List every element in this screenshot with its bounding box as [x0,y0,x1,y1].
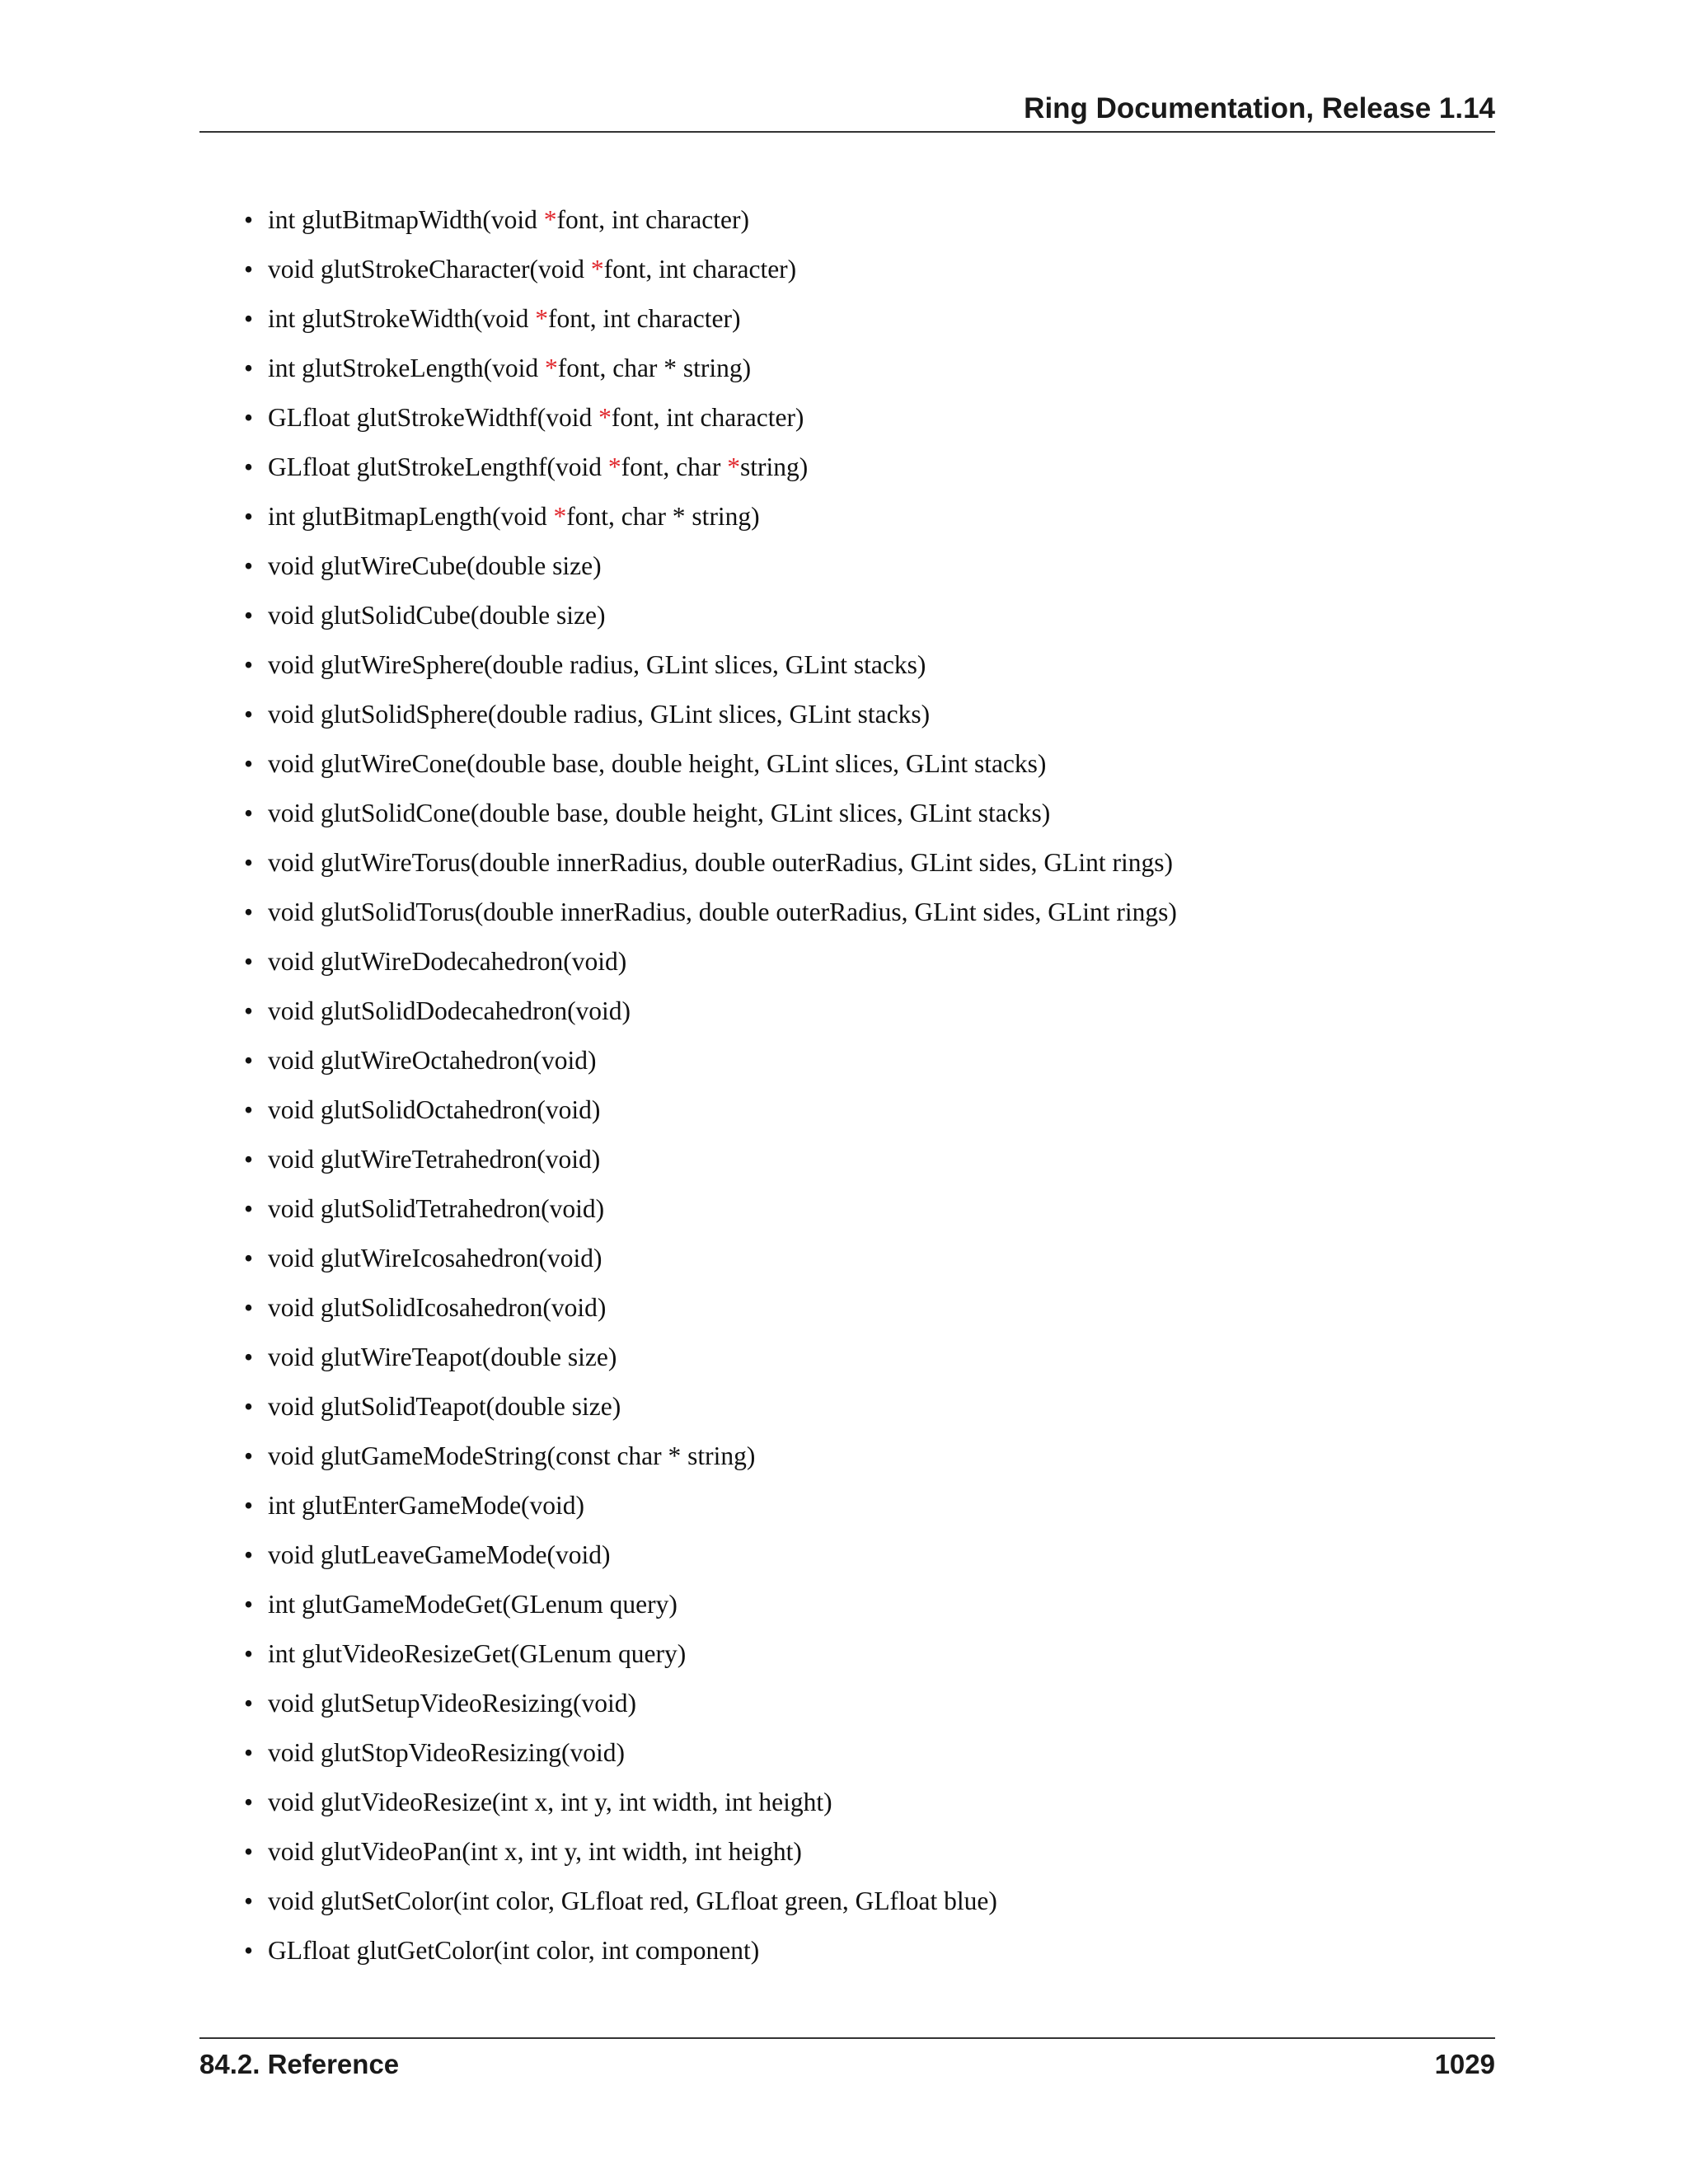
list-item [244,443,1177,492]
list-item [244,888,1177,937]
list-item [244,789,1177,838]
signature-text: font, char [621,452,728,481]
bullet-icon: • [244,551,254,580]
footer-rule [199,2037,1495,2039]
signature-text: void glutWireCone(double base, double height, GLint slices, GLint stacks) [268,749,1047,778]
list-item [244,393,1177,443]
list-item [244,1877,1177,1926]
bullet-icon: • [244,601,254,630]
list-item [244,640,1177,690]
signature-text: void glutWireDodecahedron(void) [268,947,627,976]
signature-text: void glutSolidCone(double base, double height, GLint slices, GLint stacks) [268,799,1051,827]
signature-text: void glutSolidDodecahedron(void) [268,996,631,1025]
signature-text: void glutWireOctahedron(void) [268,1046,597,1075]
list-item [244,195,1177,245]
pointer-asterisk: * [607,452,621,481]
pointer-asterisk: * [543,205,557,234]
list-item [244,838,1177,888]
list-item [244,1135,1177,1184]
signature-text: font, char * string) [557,354,752,382]
list-item [244,492,1177,541]
signature-text: font, int character) [603,255,797,284]
signature-text: void glutWireSphere(double radius, GLint slices, GLint stacks) [268,650,926,679]
pointer-asterisk: * [598,403,612,432]
bullet-icon: • [244,1590,254,1619]
page-number: 1029 [1434,2049,1495,2079]
signature-text: int glutBitmapWidth(void [268,205,544,234]
signature-text: int glutStrokeWidth(void [268,304,536,333]
signature-text: void glutSolidIcosahedron(void) [268,1293,607,1322]
signature-text: void glutLeaveGameMode(void) [268,1540,611,1569]
bullet-icon: • [244,1936,254,1965]
list-item [244,1333,1177,1382]
list-item [244,1432,1177,1481]
list-item [244,739,1177,789]
signature-text: void glutWireCube(double size) [268,551,602,580]
list-item [244,1530,1177,1580]
bullet-icon: • [244,996,254,1025]
signature-text: int glutVideoResizeGet(GLenum query) [268,1639,687,1668]
bullet-icon: • [244,354,254,382]
bullet-icon: • [244,848,254,877]
signature-text: void glutWireIcosahedron(void) [268,1244,603,1272]
signature-text: void glutSolidCube(double size) [268,601,606,630]
signature-text: void glutSetupVideoResizing(void) [268,1689,636,1718]
bullet-icon: • [244,1293,254,1322]
signature-text: void glutSolidSphere(double radius, GLint slices, GLint stacks) [268,700,931,729]
bullet-icon: • [244,1194,254,1223]
list-item [244,1283,1177,1333]
list-item [244,1036,1177,1085]
bullet-icon: • [244,1886,254,1915]
list-item [244,344,1177,393]
bullet-icon: • [244,1095,254,1124]
signature-text: int glutEnterGameMode(void) [268,1491,585,1520]
bullet-icon: • [244,1441,254,1470]
signature-text: void glutSetColor(int color, GLfloat red, GLfloat green, GLfloat blue) [268,1886,997,1915]
bullet-icon: • [244,799,254,827]
pointer-asterisk: * [590,255,604,284]
bullet-icon: • [244,1689,254,1718]
pointer-asterisk: * [553,502,567,531]
bullet-icon: • [244,1392,254,1421]
signature-text: int glutGameModeGet(GLenum query) [268,1590,678,1619]
bullet-icon: • [244,1639,254,1668]
list-item [244,1184,1177,1234]
signature-text: void glutVideoPan(int x, int y, int width, int height) [268,1837,802,1866]
list-item [244,987,1177,1036]
signature-text: void glutGameModeString(const char * string) [268,1441,756,1470]
bullet-icon: • [244,502,254,531]
bullet-icon: • [244,304,254,333]
bullet-icon: • [244,452,254,481]
bullet-icon: • [244,1540,254,1569]
bullet-icon: • [244,1788,254,1816]
list-item [244,591,1177,640]
running-header: Ring Documentation, Release 1.14 [1024,92,1495,124]
bullet-icon: • [244,1837,254,1866]
signature-text: font, char * string) [566,502,760,531]
list-item [244,541,1177,591]
signature-text: void glutWireTetrahedron(void) [268,1145,601,1174]
signature-text: int glutBitmapLength(void [268,502,554,531]
signature-text: void glutStrokeCharacter(void [268,255,591,284]
list-item [244,1085,1177,1135]
bullet-icon: • [244,749,254,778]
bullet-icon: • [244,1343,254,1371]
bullet-icon: • [244,1145,254,1174]
list-item [244,1827,1177,1877]
signature-text: int glutStrokeLength(void [268,354,545,382]
signature-text: void glutSolidTorus(double innerRadius, double outerRadius, GLint sides, GLint rings) [268,898,1177,926]
bullet-icon: • [244,255,254,284]
list-item [244,690,1177,739]
signature-text: GLfloat glutStrokeWidthf(void [268,403,599,432]
pointer-asterisk: * [535,304,548,333]
bullet-icon: • [244,650,254,679]
signature-text: void glutWireTeapot(double size) [268,1343,617,1371]
signature-text: void glutStopVideoResizing(void) [268,1738,625,1767]
pointer-asterisk: * [727,452,740,481]
list-item [244,1629,1177,1679]
bullet-icon: • [244,947,254,976]
list-item [244,1728,1177,1778]
list-item [244,1382,1177,1432]
bullet-icon: • [244,1491,254,1520]
list-item [244,1580,1177,1629]
pointer-asterisk: * [544,354,558,382]
signature-text: GLfloat glutStrokeLengthf(void [268,452,608,481]
list-item [244,1679,1177,1728]
list-item [244,294,1177,344]
bullet-icon: • [244,1738,254,1767]
signature-text: void glutSolidTeapot(double size) [268,1392,621,1421]
signature-text: font, int character) [556,205,749,234]
list-item [244,1926,1177,1975]
signature-text: void glutSolidTetrahedron(void) [268,1194,605,1223]
function-list [244,195,1177,1975]
list-item [244,1481,1177,1530]
bullet-icon: • [244,205,254,234]
signature-text: GLfloat glutGetColor(int color, int component) [268,1936,760,1965]
signature-text: font, int character) [547,304,741,333]
bullet-icon: • [244,1244,254,1272]
signature-text: font, int character) [611,403,804,432]
list-item [244,245,1177,294]
signature-text: void glutSolidOctahedron(void) [268,1095,601,1124]
section-label: 84.2. Reference [199,2049,400,2079]
signature-text: void glutWireTorus(double innerRadius, double outerRadius, GLint sides, GLint rings) [268,848,1173,877]
signature-text: string) [740,452,809,481]
signature-text: void glutVideoResize(int x, int y, int width, int height) [268,1788,832,1816]
bullet-icon: • [244,1046,254,1075]
header-rule [199,131,1495,133]
bullet-icon: • [244,700,254,729]
bullet-icon: • [244,898,254,926]
list-item [244,937,1177,987]
list-item [244,1234,1177,1283]
bullet-icon: • [244,403,254,432]
list-item [244,1778,1177,1827]
